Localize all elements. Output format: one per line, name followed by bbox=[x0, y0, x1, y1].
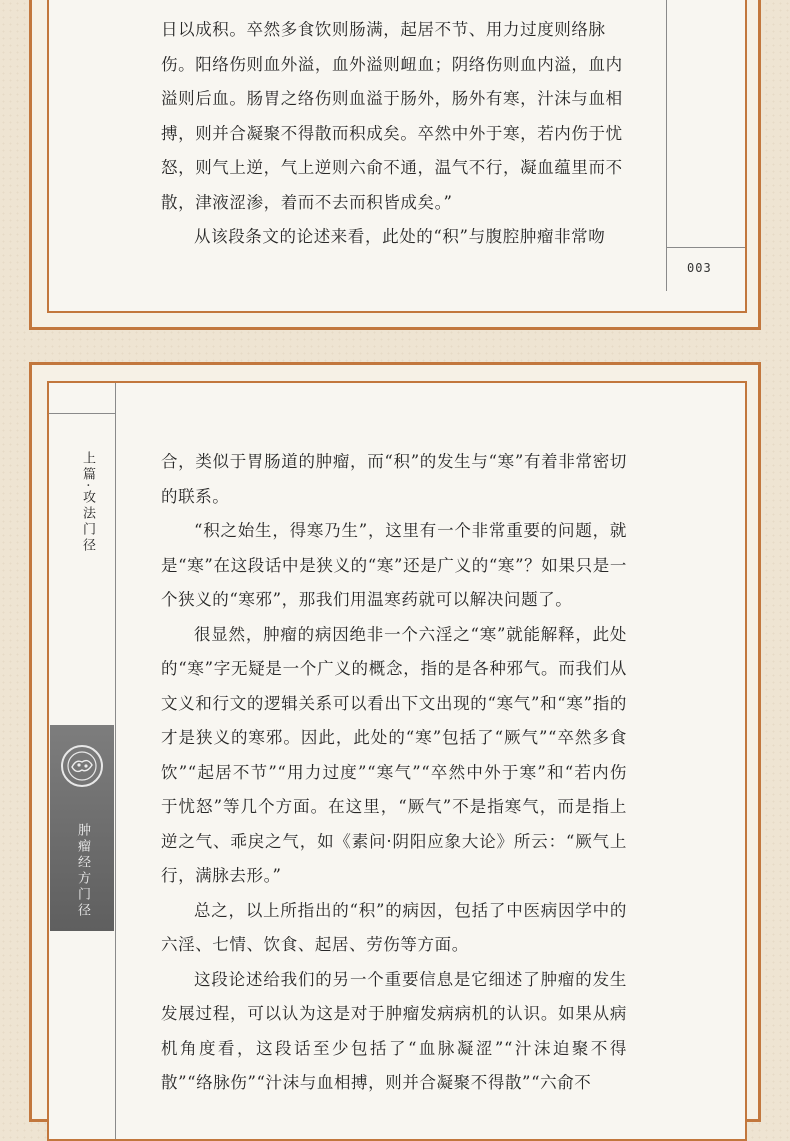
text-line: 从该段条文的论述来看，此处的“积”与腹腔肿瘤非常吻 bbox=[194, 227, 606, 246]
text-line: 溢则后血。肠胃之络伤则血溢于肠外，肠外有寒，汁沫与血相 bbox=[161, 89, 623, 108]
margin-rule-horizontal bbox=[49, 413, 115, 414]
side-title: 肿瘤经方门径 bbox=[75, 823, 90, 919]
side-tab bbox=[50, 725, 114, 931]
bottom-page-text bbox=[161, 445, 627, 1101]
bottom-page-frame bbox=[29, 362, 761, 1122]
paragraph: 很显然，肿瘤的病因绝非一个六淫之“寒”就能解释，此处的“寒”字无疑是一个广义的概念，指的是各种邪气。而我们从文义和行文的逻辑关系可以看出下文出现的“寒气”和“寒”指的才是狭义的寒邪。因此，此处的“寒”包括了“厥气”“卒然多食饮”“起居不节”“用力过度”“寒气”“卒然中外于寒”和“若内伤于忧怒”等几个方面。在这里，“厥气”不是指寒气，而是指上逆之气、乖戾之气，如《素问·阴阳应象大论》所云：“厥气上行，满脉去形。” bbox=[161, 624, 627, 885]
margin-rule-horizontal bbox=[666, 247, 747, 248]
top-page-frame bbox=[29, 0, 761, 330]
page-number: 003 bbox=[687, 261, 712, 275]
top-page-text bbox=[161, 13, 627, 255]
text-line: 搏，则并合凝聚不得散而积成矣。卒然中外于寒，若内伤于忧 bbox=[161, 123, 623, 143]
book-page-top bbox=[47, 0, 747, 313]
book-page-bottom bbox=[47, 381, 747, 1141]
text-line: 伤。阳络伤则血外溢，血外溢则衄血；阴络伤则血内溢，血内 bbox=[161, 54, 623, 74]
emblem-icon bbox=[61, 745, 103, 787]
running-head: 上篇·攻法门径 bbox=[80, 451, 95, 555]
paragraph: 总之，以上所指出的“积”的病因，包括了中医病因学中的六淫、七情、饮食、起居、劳伤等方面。 bbox=[161, 900, 627, 954]
paragraph: 合，类似于胃肠道的肿瘤，而“积”的发生与“寒”有着非常密切的联系。 bbox=[161, 452, 627, 506]
text-line: 日以成积。卒然多食饮则肠满，起居不节、用力过度则络脉 bbox=[161, 20, 606, 39]
text-line: 怒，则气上逆，气上逆则六俞不通，温气不行，凝血蕴里而不 bbox=[161, 158, 623, 177]
paragraph: 这段论述给我们的另一个重要信息是它细述了肿瘤的发生发展过程，可以认为这是对于肿瘤发病病机的认识。如果从病机角度看，这段话至少包括了“血脉凝涩”“汁沫迫聚不得散”“络脉伤”“汁沫与血相搏，则并合凝聚不得散”“六俞不 bbox=[161, 969, 627, 1092]
text-line: 散，津液涩渗，着而不去而积皆成矣。” bbox=[161, 192, 453, 212]
paragraph: “积之始生，得寒乃生”，这里有一个非常重要的问题，就是“寒”在这段话中是狭义的“寒”还是广义的“寒”？如果只是一个狭义的“寒邪”，那我们用温寒药就可以解决问题了。 bbox=[161, 521, 627, 609]
